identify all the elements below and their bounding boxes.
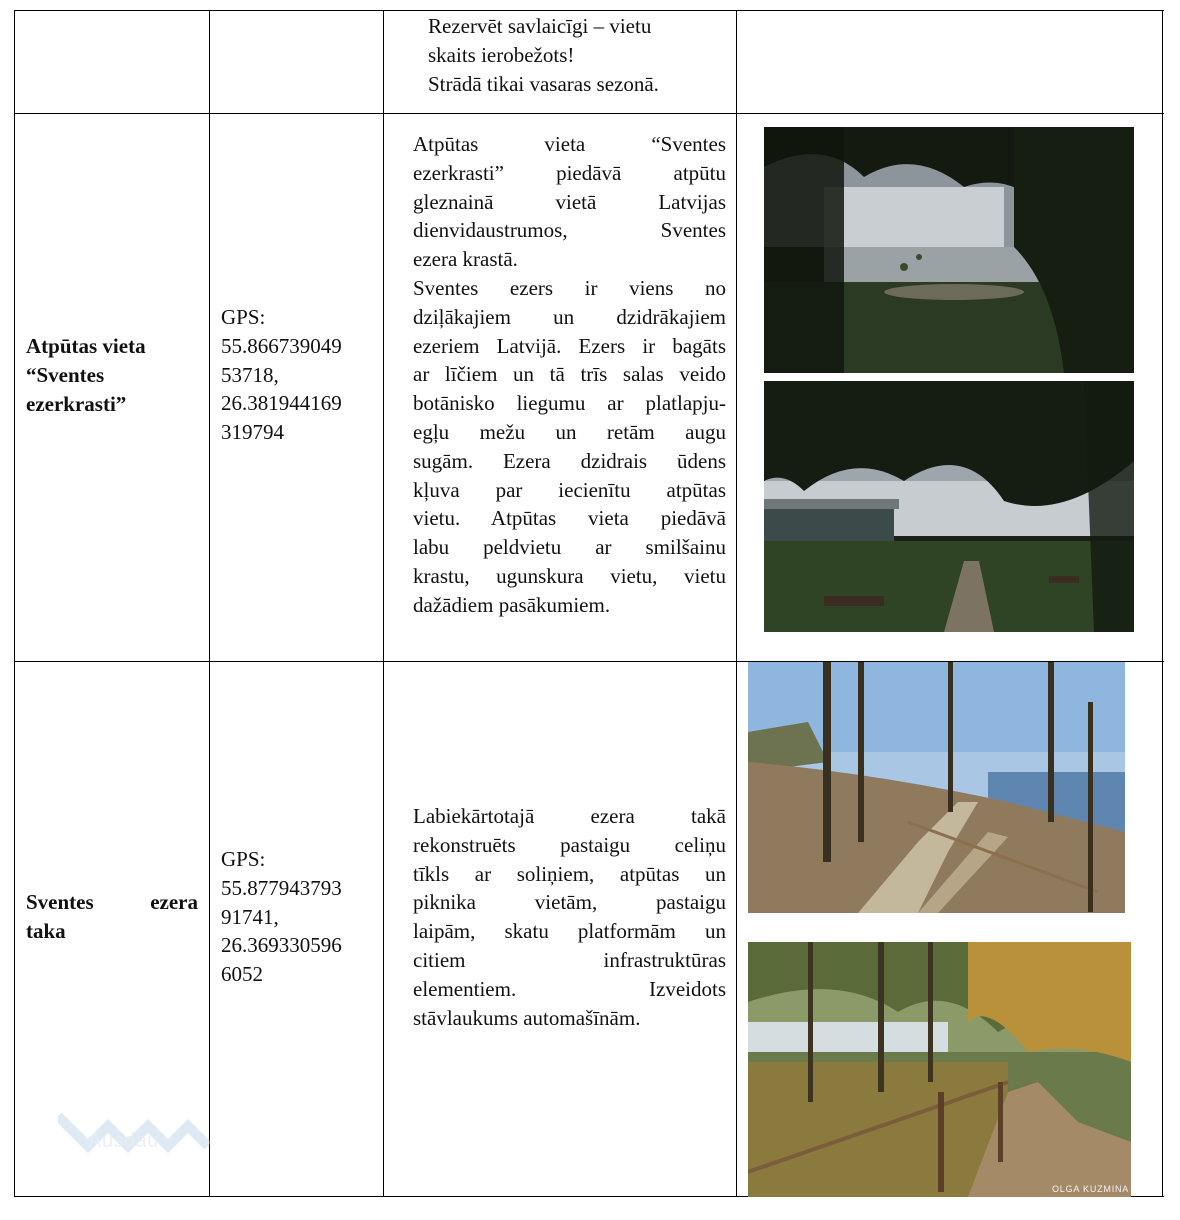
description-line: laipām, skatu platformām un: [413, 919, 726, 944]
row-2-description: [413, 802, 726, 1032]
place-name-line: “Sventes: [26, 362, 105, 387]
gps-line: 319794: [221, 420, 284, 445]
column-divider-2: [383, 10, 384, 1197]
description-line: ezera krastā.: [413, 247, 518, 272]
description-line: skaits ierobežots!: [428, 42, 575, 67]
description-line: sugām. Ezera dzidrais ūdens: [413, 448, 726, 473]
description-line: vietu. Atpūtas vieta piedāvā: [413, 506, 726, 531]
lake-trail-photo-2: [748, 942, 1131, 1197]
place-name-line: Atpūtas vieta: [26, 334, 146, 358]
gps-line: 55.877943793: [221, 875, 342, 900]
place-name-line: taka: [26, 918, 66, 943]
row-1-description: [413, 130, 726, 620]
description-line: Labiekārtotajā ezera takā: [413, 804, 726, 828]
description-line: botānisko liegumu ar platlapju-: [413, 391, 726, 416]
place-name-line: ezerkrasti”: [26, 391, 127, 416]
description-line: labu peldvietu ar smilšainu: [413, 535, 726, 560]
description-line: rekonstruēts pastaigu celiņu: [413, 832, 726, 857]
description-line: piknika vietām, pastaigu: [413, 890, 726, 915]
photo-credit: OLGA KUZMINA: [1052, 1184, 1130, 1194]
description-line: ezeriem Latvijā. Ezers ir bagāts: [413, 333, 726, 358]
gps-line: 91741,: [221, 904, 279, 929]
lake-trail-photo-1: [748, 662, 1125, 913]
table-border-top: [14, 10, 1164, 11]
gps-line: 55.866739049: [221, 333, 342, 358]
row-divider-1: [14, 113, 1164, 114]
row-2-place-name: [26, 888, 198, 946]
column-divider-3: [736, 10, 737, 1197]
row-0-description: [428, 12, 728, 98]
description-line: dažādiem pasākumiem.: [413, 592, 611, 617]
description-line: egļu mežu un retām augu: [413, 419, 726, 444]
description-line: elementiem. Izveidots: [413, 976, 726, 1001]
table-border-right: [1162, 10, 1163, 1197]
gps-line: 26.369330596: [221, 933, 342, 958]
description-line: dziļākajiem un dzidrākajiem: [413, 304, 726, 329]
description-line: Strādā tikai vasaras sezonā.: [428, 71, 659, 96]
description-line: ezerkrasti” piedāvā atpūtu: [413, 160, 726, 185]
description-line: Rezervēt savlaicīgi – vietu: [428, 14, 652, 38]
description-line: Sventes ezers ir viens no: [413, 275, 726, 300]
place-name-line: Sventes ezera: [26, 890, 198, 914]
description-line: gleznainā vietā Latvijas: [413, 189, 726, 214]
description-line: krastu, ugunskura vietu, vietu: [413, 563, 726, 588]
description-line: citiem infrastruktūras: [413, 947, 726, 972]
row-1-place-name: [26, 332, 198, 418]
table-border-left: [14, 10, 15, 1197]
column-divider-1: [209, 10, 210, 1197]
description-line: tīkls ar soliņiem, atpūtas un: [413, 861, 726, 886]
row-1-gps: [221, 303, 381, 447]
description-line: dienvidaustrumos, Sventes: [413, 218, 726, 243]
lake-shore-photo-2: [764, 381, 1134, 632]
gps-line: GPS:: [221, 847, 266, 871]
gps-line: 6052: [221, 962, 263, 987]
description-line: kļuva par iecienītu atpūtas: [413, 477, 726, 502]
lake-shore-photo-1: [764, 127, 1134, 373]
watermark-text: Ausdau: [88, 1130, 159, 1152]
description-line: ar līčiem un tā trīs salas veido: [413, 362, 726, 387]
gps-line: 53718,: [221, 362, 279, 387]
row-2-gps: [221, 845, 381, 989]
description-line: Atpūtas vieta “Sventes: [413, 132, 726, 156]
gps-line: 26.381944169: [221, 391, 342, 416]
description-line: stāvlaukums automašīnām.: [413, 1005, 641, 1030]
gps-line: GPS:: [221, 305, 266, 329]
